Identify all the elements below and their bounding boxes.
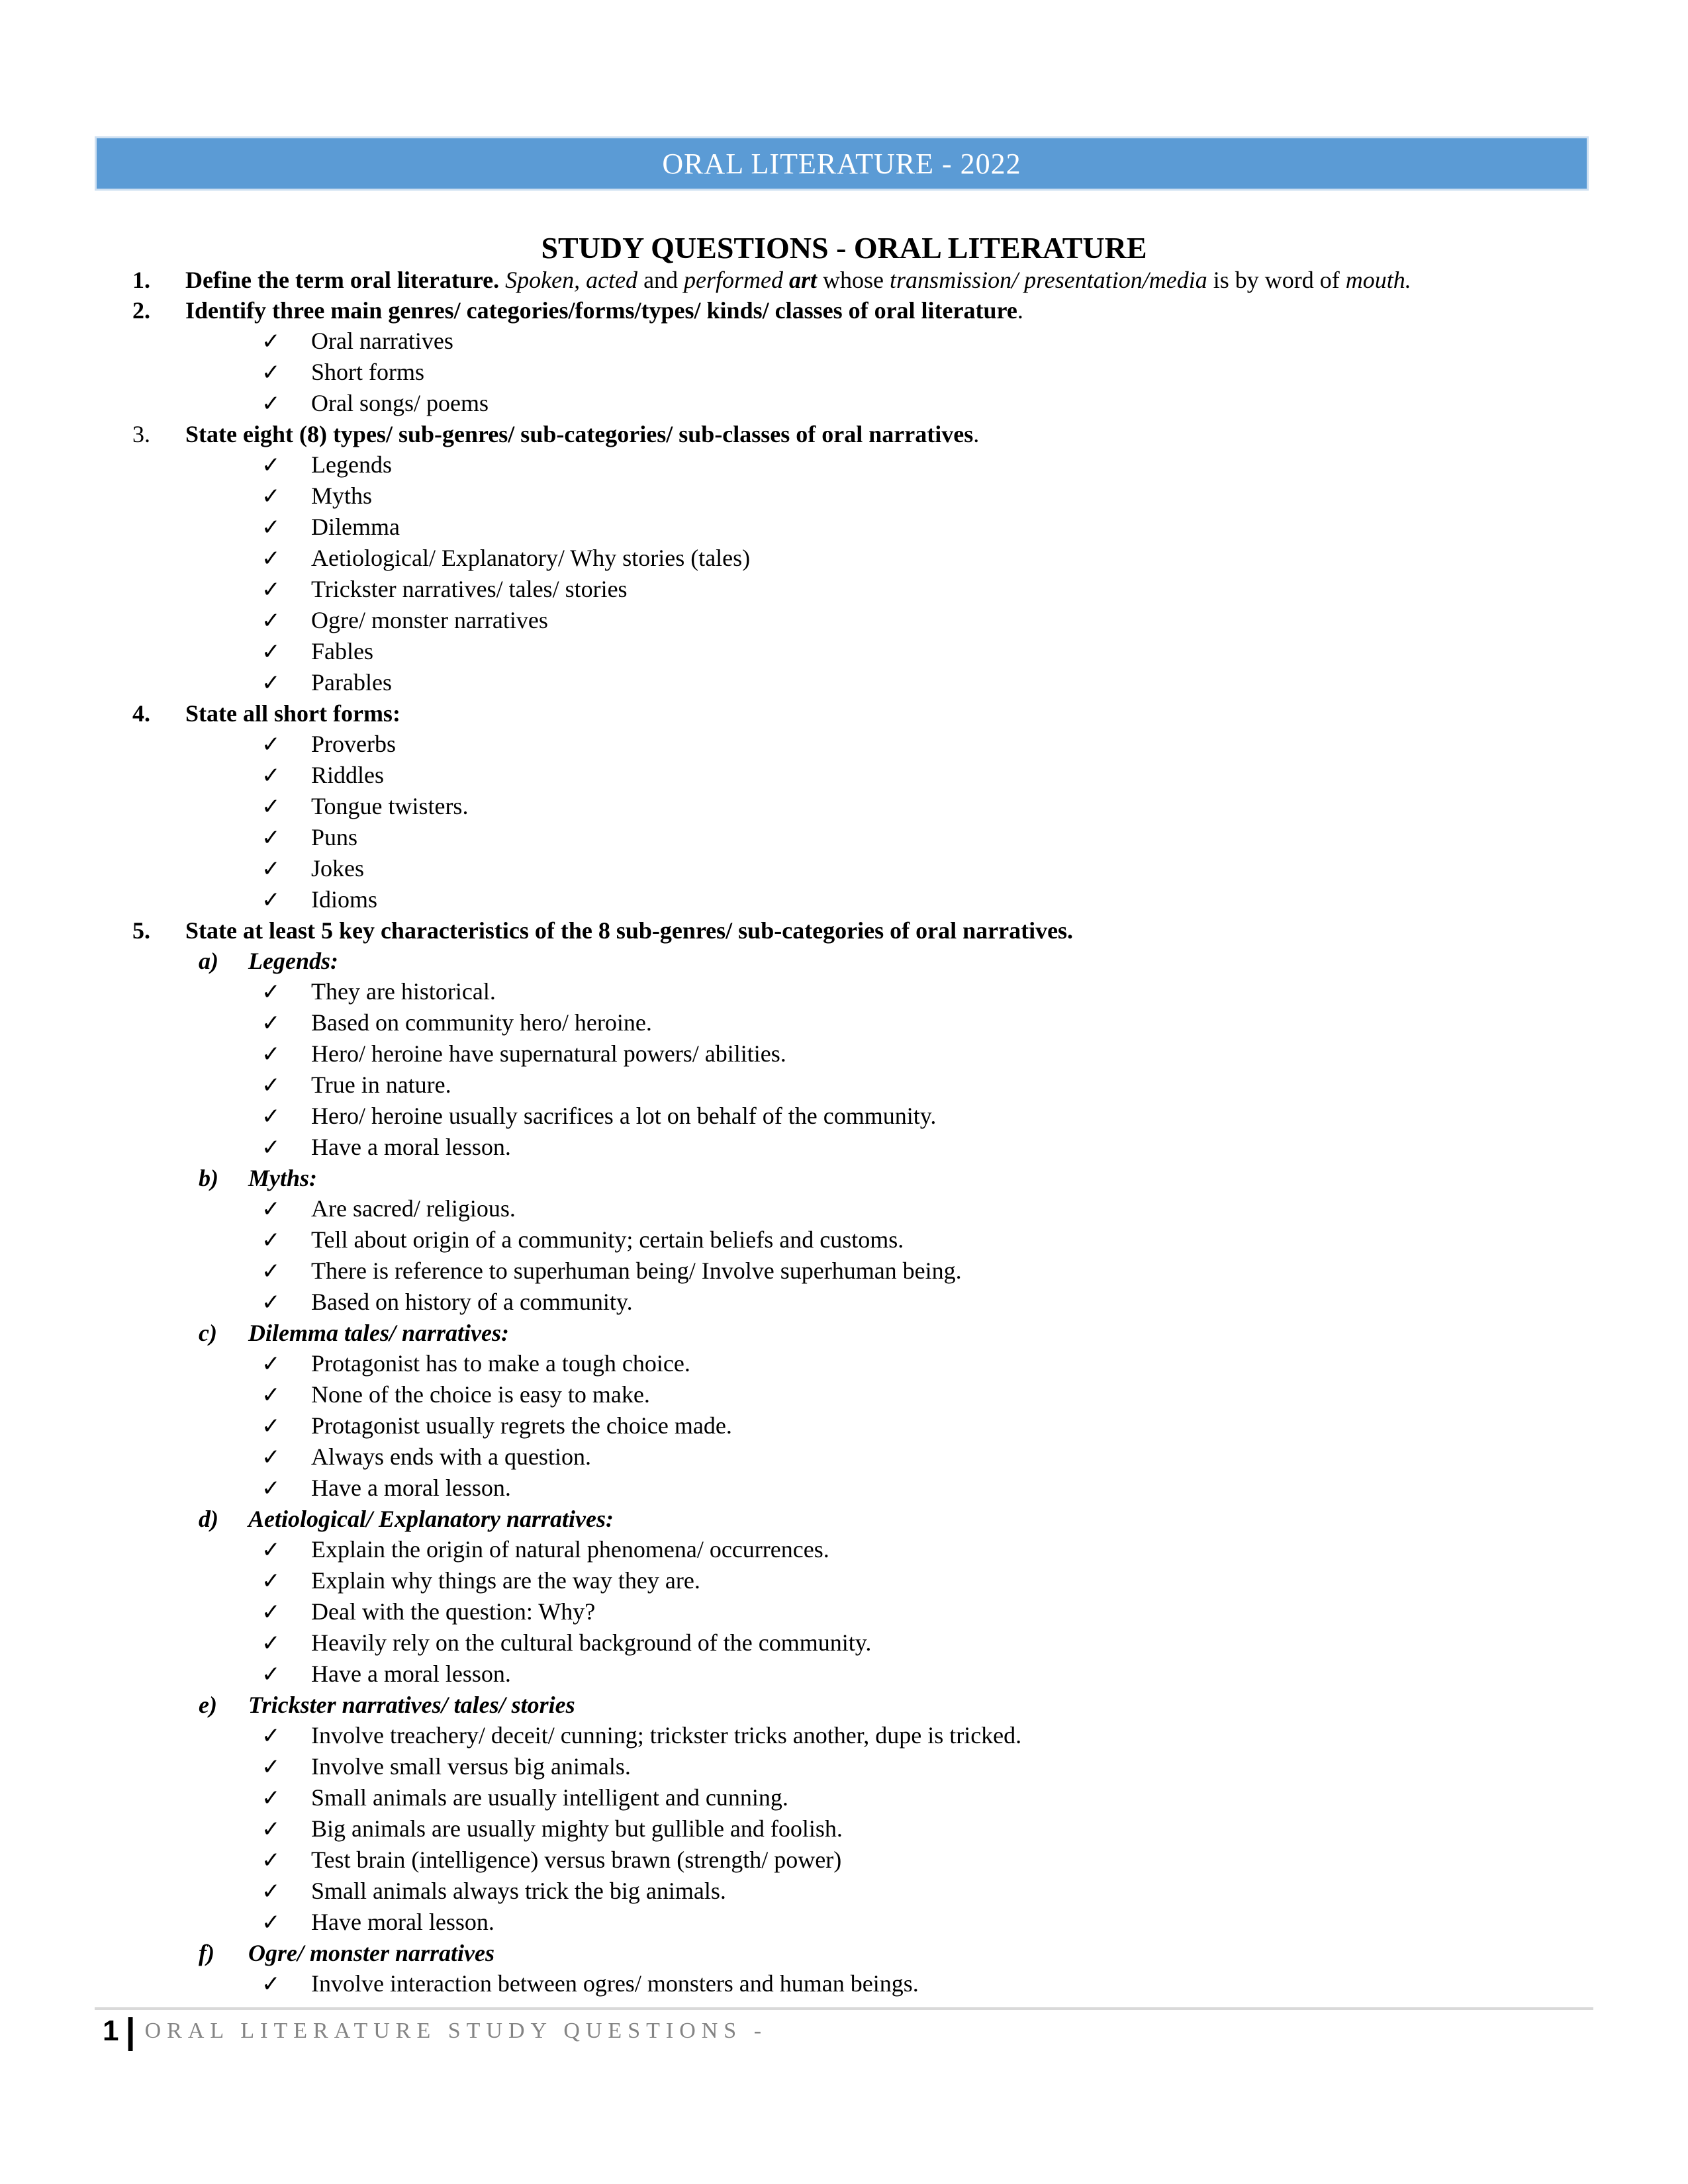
checkmark-icon: ✓ [261, 483, 281, 510]
answer-text: Ogre/ monster narratives [311, 607, 548, 633]
answer-text: True in nature. [311, 1071, 451, 1098]
answer-item [95, 729, 1617, 760]
subsection-letter: a) [199, 948, 218, 974]
subsection-title: Dilemma tales/ narratives: [248, 1320, 509, 1346]
checkmark-icon: ✓ [261, 1010, 281, 1036]
answer-text: Riddles [311, 762, 385, 788]
answer-text: There is reference to superhuman being/ Involve superhuman being. [311, 1257, 962, 1284]
question-prompt: State eight (8) types/ sub-genres/ sub-categories/ sub-classes of oral narratives [185, 421, 974, 447]
question-number: 4. [132, 700, 150, 727]
question-prompt: Identify three main genres/ categories/forms/types/ kinds/ classes of oral literature [185, 297, 1017, 324]
checkmark-icon: ✓ [261, 979, 281, 1005]
subsection-title: Aetiological/ Explanatory narratives: [248, 1506, 614, 1532]
checkmark-icon: ✓ [261, 576, 281, 603]
checkmark-icon: ✓ [261, 639, 281, 665]
answer-item [95, 388, 1617, 419]
answer-text: Protagonist has to make a tough choice. [311, 1350, 690, 1377]
question-text [185, 915, 1073, 946]
checkmark-icon: ✓ [261, 1103, 281, 1130]
question-line [95, 265, 1617, 295]
answer-text: Short forms [311, 359, 424, 385]
question-number: 1. [132, 267, 150, 293]
subsection-title: Ogre/ monster narratives [248, 1940, 495, 1966]
answer-item [95, 760, 1617, 791]
page-number: 1 [103, 2015, 119, 2047]
answer-item [95, 1379, 1617, 1410]
answer-item [95, 1876, 1617, 1907]
answer-text: Have a moral lesson. [311, 1661, 511, 1687]
answer-item [95, 449, 1617, 480]
checkmark-icon: ✓ [261, 1630, 281, 1657]
answer-text: Proverbs [311, 731, 396, 757]
answer-text: Involve interaction between ogres/ monsters and human beings. [311, 1970, 919, 1997]
checkmark-icon: ✓ [261, 1723, 281, 1749]
answer-text: Legends [311, 451, 392, 478]
answer-text: Have moral lesson. [311, 1909, 494, 1935]
answer-item [95, 1813, 1617, 1844]
checkmark-icon: ✓ [261, 1196, 281, 1222]
answer-item [95, 1844, 1617, 1876]
checkmark-icon: ✓ [261, 1041, 281, 1068]
answer-item [95, 822, 1617, 853]
checkmark-icon: ✓ [261, 1413, 281, 1439]
checkmark-icon: ✓ [261, 1444, 281, 1471]
footer-separator: | [125, 2011, 136, 2051]
answer-item [95, 1720, 1617, 1751]
subsection-heading [95, 1938, 1617, 1968]
answer-text: Small animals are usually intelligent and cunning. [311, 1784, 788, 1811]
answer-item [95, 853, 1617, 884]
answer-text: Explain the origin of natural phenomena/ occurrences. [311, 1536, 829, 1563]
checkmark-icon: ✓ [261, 1909, 281, 1936]
answer-item [95, 1441, 1617, 1473]
checkmark-icon: ✓ [261, 1599, 281, 1625]
subsection-title: Myths: [248, 1165, 318, 1191]
answer-item [95, 884, 1617, 915]
answer-text: Involve small versus big animals. [311, 1753, 631, 1780]
answer-item [95, 480, 1617, 512]
answer-item [95, 1255, 1617, 1287]
answer-item [95, 1101, 1617, 1132]
answer-text: Have a moral lesson. [311, 1475, 511, 1501]
question-text [185, 419, 979, 449]
question-number: 2. [132, 297, 150, 324]
answer-item [95, 1348, 1617, 1379]
answer-item [95, 1596, 1617, 1627]
question-prompt: State all short forms: [185, 700, 400, 727]
page-title: STUDY QUESTIONS - ORAL LITERATURE [541, 231, 1147, 265]
answer-segment: is by word of [1207, 267, 1346, 293]
subsection-heading [95, 1504, 1617, 1534]
checkmark-icon: ✓ [261, 328, 281, 355]
question-text [185, 265, 1411, 295]
answer-item [95, 543, 1617, 574]
answer-text: Oral narratives [311, 328, 453, 354]
answer-item [95, 1132, 1617, 1163]
subsection-letter: f) [199, 1940, 214, 1966]
header-banner [95, 136, 1589, 191]
answer-text: Trickster narratives/ tales/ stories [311, 576, 628, 602]
checkmark-icon: ✓ [261, 1568, 281, 1594]
answer-item [95, 1907, 1617, 1938]
answer-segment: Spoken, acted [499, 267, 638, 293]
answer-segment: performed [684, 267, 790, 293]
answer-item [95, 1751, 1617, 1782]
checkmark-icon: ✓ [261, 1227, 281, 1253]
answer-text: Based on history of a community. [311, 1289, 633, 1315]
checkmark-icon: ✓ [261, 1134, 281, 1161]
answer-text: Parables [311, 669, 392, 696]
question-prompt: State at least 5 key characteristics of the 8 sub-genres/ sub-categories of oral narratives. [185, 917, 1074, 944]
checkmark-icon: ✓ [261, 1785, 281, 1811]
answer-text: Always ends with a question. [311, 1443, 591, 1470]
answer-text: Tell about origin of a community; certain beliefs and customs. [311, 1226, 904, 1253]
answer-item [95, 1007, 1617, 1038]
checkmark-icon: ✓ [261, 1258, 281, 1285]
question-text [185, 698, 400, 729]
checkmark-icon: ✓ [261, 1754, 281, 1780]
answer-item [95, 1069, 1617, 1101]
checkmark-icon: ✓ [261, 731, 281, 758]
subsection-heading [95, 1163, 1617, 1193]
checkmark-icon: ✓ [261, 1351, 281, 1377]
checkmark-icon: ✓ [261, 545, 281, 572]
answer-item [95, 1038, 1617, 1069]
checkmark-icon: ✓ [261, 1072, 281, 1099]
question-prompt-suffix: . [973, 421, 980, 447]
answer-item [95, 1410, 1617, 1441]
question-line [95, 915, 1617, 946]
question-prompt-suffix: . [1017, 297, 1023, 324]
answer-text: Idioms [311, 886, 378, 913]
answer-text: Aetiological/ Explanatory/ Why stories (tales) [311, 545, 751, 571]
answer-text: Dilemma [311, 514, 400, 540]
checkmark-icon: ✓ [261, 1878, 281, 1905]
answer-text: Test brain (intelligence) versus brawn (strength/ power) [311, 1846, 842, 1873]
question-text [185, 295, 1023, 326]
checkmark-icon: ✓ [261, 1382, 281, 1408]
checkmark-icon: ✓ [261, 514, 281, 541]
checkmark-icon: ✓ [261, 1816, 281, 1843]
checkmark-icon: ✓ [261, 390, 281, 417]
answer-item [95, 1565, 1617, 1596]
answer-segment: mouth. [1345, 267, 1411, 293]
subsection-title: Trickster narratives/ tales/ stories [248, 1692, 575, 1718]
answer-segment: and [637, 267, 684, 293]
page-footer [103, 2013, 767, 2049]
answer-segment: transmission/ presentation/media [890, 267, 1207, 293]
checkmark-icon: ✓ [261, 670, 281, 696]
answer-item [95, 512, 1617, 543]
question-line [95, 698, 1617, 729]
checkmark-icon: ✓ [261, 452, 281, 478]
answer-text: Oral songs/ poems [311, 390, 489, 416]
answer-text: Involve treachery/ deceit/ cunning; trickster tricks another, dupe is tricked. [311, 1722, 1022, 1749]
answer-item [95, 1224, 1617, 1255]
question-number: 3. [132, 421, 150, 447]
question-prompt: Define the term oral literature. [185, 267, 500, 293]
subsection-title: Legends: [248, 948, 338, 974]
checkmark-icon: ✓ [261, 1661, 281, 1688]
answer-item [95, 605, 1617, 636]
answer-item [95, 636, 1617, 667]
answer-text: Big animals are usually mighty but gullible and foolish. [311, 1815, 843, 1842]
header-banner-text: ORAL LITERATURE - 2022 [662, 147, 1021, 180]
subsection-heading [95, 1690, 1617, 1720]
answer-text: Based on community hero/ heroine. [311, 1009, 652, 1036]
subsection-letter: c) [199, 1320, 217, 1346]
checkmark-icon: ✓ [261, 1537, 281, 1563]
answer-item [95, 1659, 1617, 1690]
answer-item [95, 1534, 1617, 1565]
answer-segment: art [789, 267, 818, 293]
answer-text: Tongue twisters. [311, 793, 469, 819]
checkmark-icon: ✓ [261, 825, 281, 851]
subsection-heading [95, 946, 1617, 976]
answer-text: Have a moral lesson. [311, 1134, 511, 1160]
checkmark-icon: ✓ [261, 608, 281, 634]
subsection-heading [95, 1318, 1617, 1348]
answer-text: Fables [311, 638, 373, 664]
answer-text: Heavily rely on the cultural background of the community. [311, 1629, 872, 1656]
checkmark-icon: ✓ [261, 887, 281, 913]
answer-text: Jokes [311, 855, 364, 882]
answer-item [95, 1193, 1617, 1224]
subsection-letter: d) [199, 1506, 218, 1532]
answer-item [95, 667, 1617, 698]
answer-text: Hero/ heroine have supernatural powers/ abilities. [311, 1040, 786, 1067]
checkmark-icon: ✓ [261, 1289, 281, 1316]
answer-text: None of the choice is easy to make. [311, 1381, 650, 1408]
checkmark-icon: ✓ [261, 762, 281, 789]
checkmark-icon: ✓ [261, 1847, 281, 1874]
checkmark-icon: ✓ [261, 359, 281, 386]
checkmark-icon: ✓ [261, 856, 281, 882]
answer-text: Explain why things are the way they are. [311, 1567, 700, 1594]
question-line [95, 295, 1617, 326]
question-number: 5. [132, 917, 150, 944]
answer-item [95, 1782, 1617, 1813]
answer-item [95, 1968, 1617, 1999]
answer-text: Protagonist usually regrets the choice made. [311, 1412, 732, 1439]
answer-item [95, 1473, 1617, 1504]
answer-item [95, 326, 1617, 357]
answer-item [95, 1627, 1617, 1659]
subsection-letter: b) [199, 1165, 218, 1191]
questions-list [95, 265, 1617, 1999]
answer-segment: whose [817, 267, 890, 293]
answer-item [95, 574, 1617, 605]
answer-text: Are sacred/ religious. [311, 1195, 516, 1222]
answer-text: Hero/ heroine usually sacrifices a lot on behalf of the community. [311, 1103, 937, 1129]
answer-text: Myths [311, 482, 373, 509]
answer-item [95, 791, 1617, 822]
answer-item [95, 1287, 1617, 1318]
footer-divider [95, 2007, 1593, 2010]
answer-text: Small animals always trick the big animals. [311, 1878, 726, 1904]
footer-label: ORAL LITERATURE STUDY QUESTIONS - [144, 2019, 768, 2043]
answer-item [95, 976, 1617, 1007]
question-line [95, 419, 1617, 449]
answer-text: Deal with the question: Why? [311, 1598, 596, 1625]
answer-item [95, 357, 1617, 388]
checkmark-icon: ✓ [261, 1475, 281, 1502]
subsection-letter: e) [199, 1692, 217, 1718]
answer-text: Puns [311, 824, 358, 850]
checkmark-icon: ✓ [261, 794, 281, 820]
answer-text: They are historical. [311, 978, 496, 1005]
checkmark-icon: ✓ [261, 1971, 281, 1997]
